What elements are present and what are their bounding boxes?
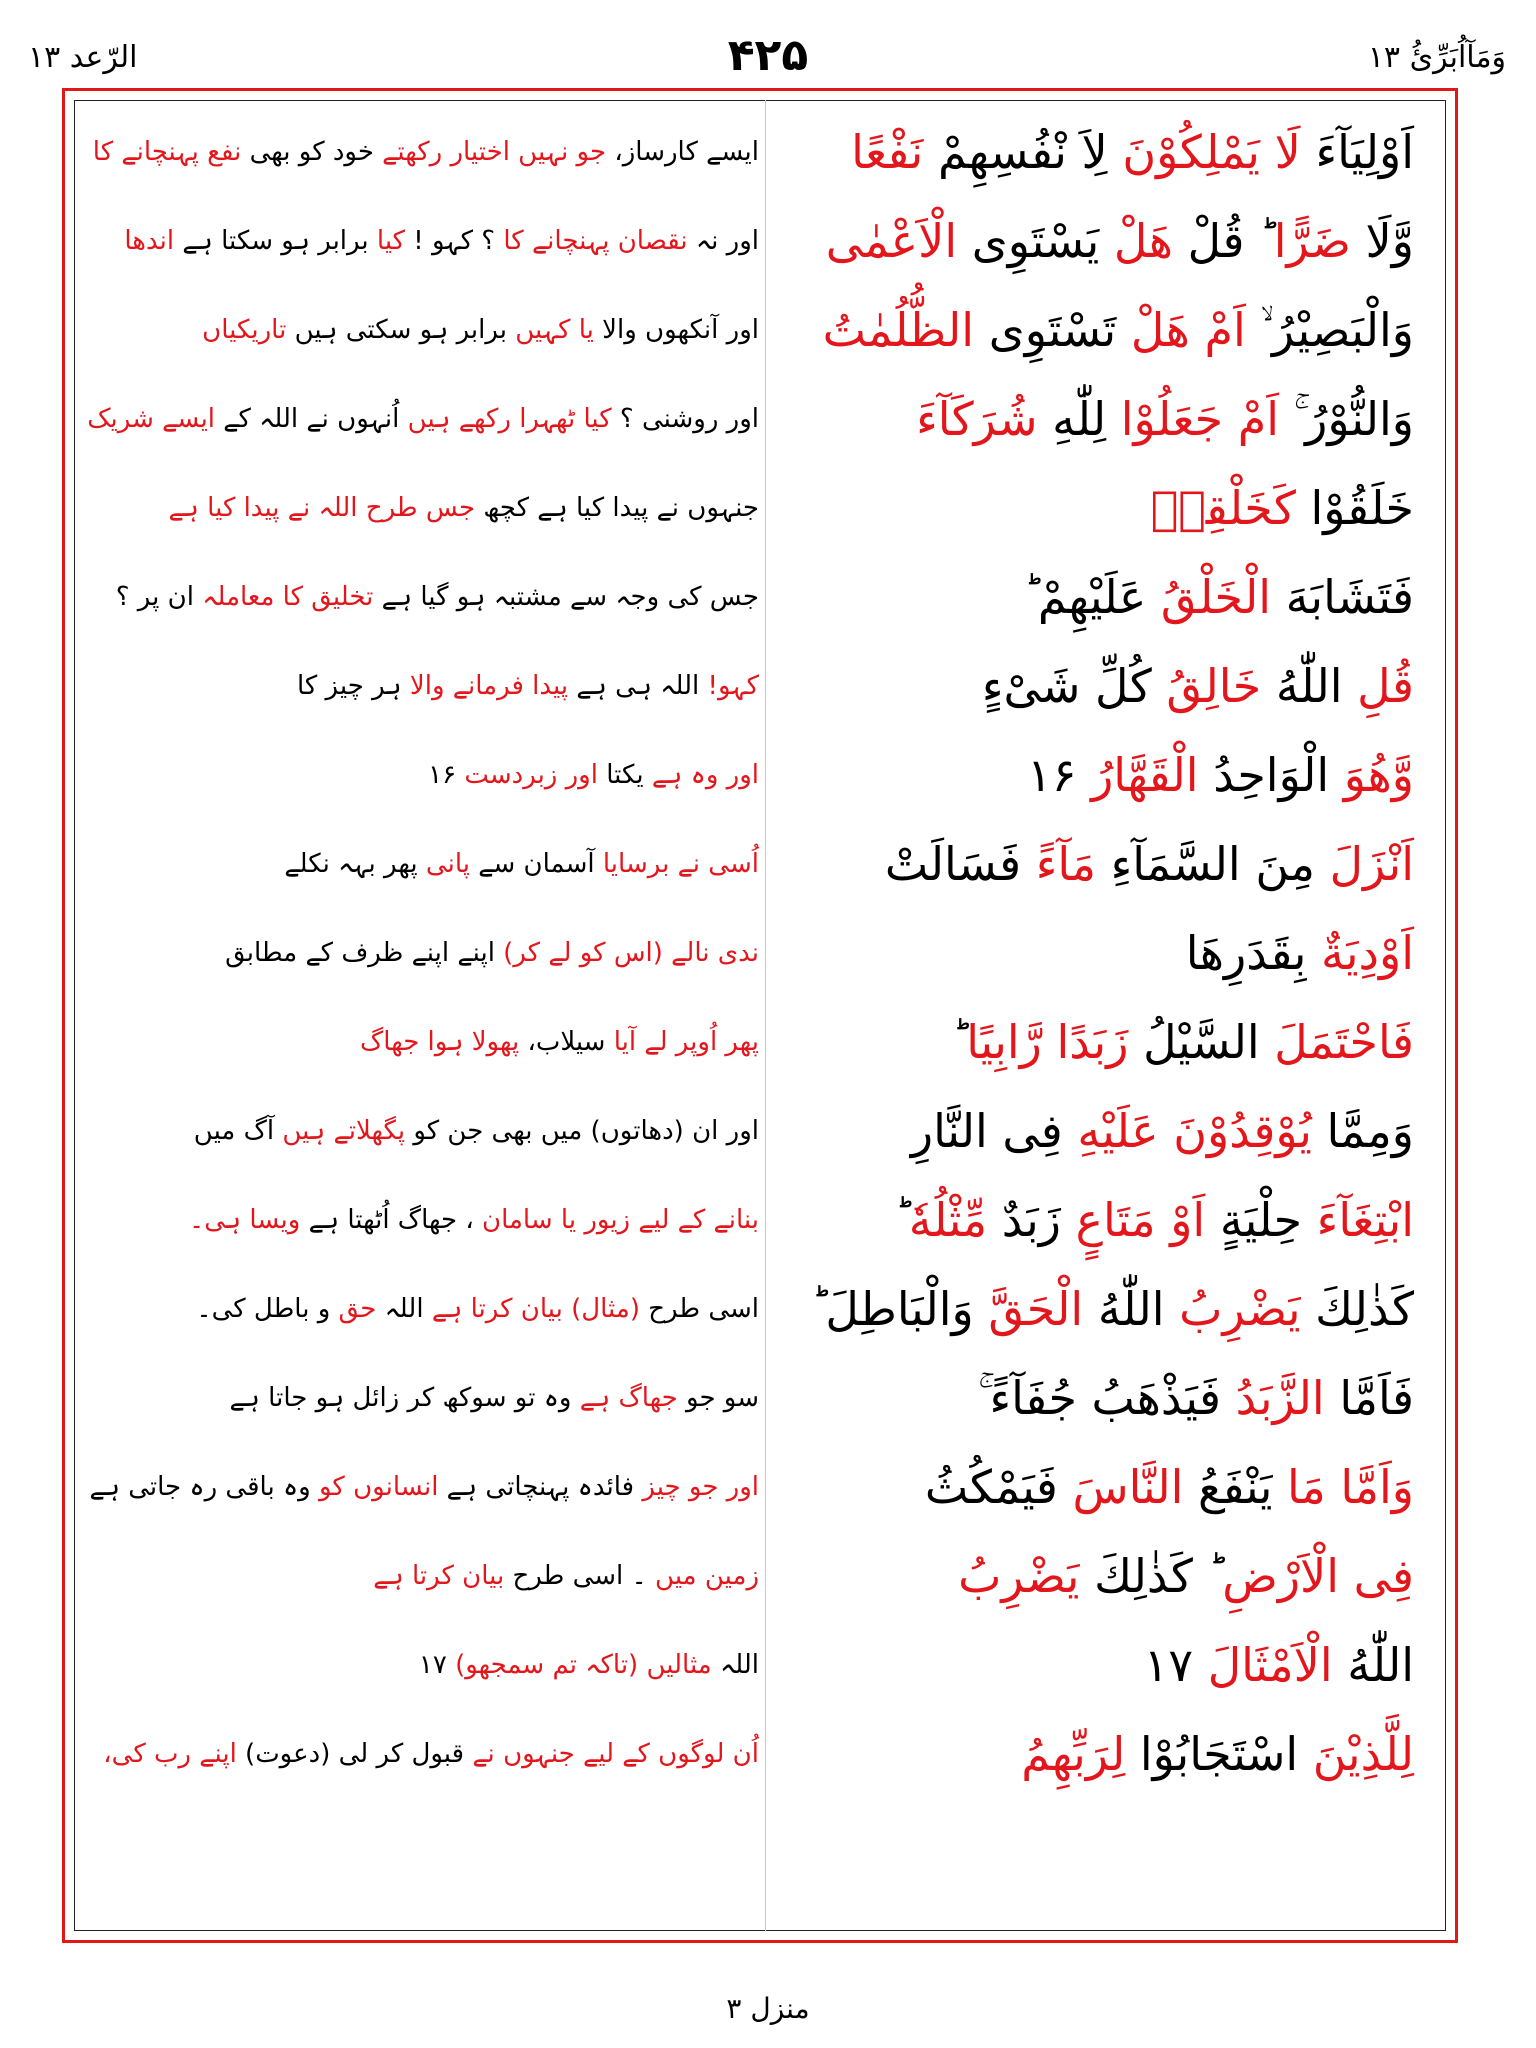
arabic-segment: يَضْرِبُ: [958, 1549, 1080, 1603]
verse-row: [74, 731, 1446, 820]
verse-row: [74, 909, 1446, 998]
verse-row: [74, 998, 1446, 1087]
arabic-segment: نَفْعًا: [851, 125, 924, 179]
urdu-segment: (مثال) بیان کرتا ہے: [423, 1294, 640, 1324]
urdu-segment: مثالیں (تاکہ تم سمجھو): [455, 1650, 712, 1680]
verse-row: [74, 1176, 1446, 1265]
arabic-segment: ابْتِغَآءَ: [1302, 1193, 1414, 1247]
arabic-segment: فَاَمَّا: [1324, 1371, 1414, 1425]
verse-row: [74, 553, 1446, 642]
arabic-segment: اللّٰهُ: [1083, 1282, 1165, 1336]
verse-row: [74, 1532, 1446, 1621]
arabic-segment: الْوَاحِدُ: [1198, 748, 1330, 802]
verse-row: [74, 286, 1446, 375]
verse-row: [74, 1265, 1446, 1354]
urdu-segment: جس طرح اللہ نے پیدا کیا ہے: [168, 493, 476, 523]
urdu-segment: کیا ٹھہرا رکھے ہیں: [407, 404, 612, 434]
arabic-segment: تَسْتَوِى: [974, 303, 1117, 357]
arabic-line: [779, 820, 1414, 909]
arabic-segment: اَمْ هَلْ: [1116, 303, 1246, 357]
arabic-line: [779, 1532, 1414, 1621]
verse-row: [74, 1621, 1446, 1710]
arabic-segment: اَوْ مَتَاعٍ: [1060, 1193, 1206, 1247]
urdu-translation-line: [104, 1087, 759, 1176]
arabic-segment: اسْتَجَابُوْا: [1125, 1727, 1299, 1781]
arabic-segment: يَسْتَوِى: [957, 214, 1100, 268]
arabic-line: [779, 1176, 1414, 1265]
arabic-segment: الْاَمْثَالَ: [1207, 1638, 1333, 1692]
verse-row: [74, 820, 1446, 909]
urdu-segment: اُن لوگوں کے لیے جنہوں نے: [464, 1739, 759, 1769]
arabic-line: [779, 464, 1414, 553]
verse-row: [74, 1087, 1446, 1176]
urdu-segment: اور زبردست: [464, 760, 607, 790]
urdu-translation-line: [92, 108, 759, 197]
arabic-line: [779, 731, 1414, 820]
arabic-line: [779, 909, 1414, 998]
arabic-line: [779, 1621, 1414, 1710]
urdu-segment: اور وہ ہے: [643, 760, 759, 790]
urdu-segment: پھولا ہوا جھاگ: [360, 1027, 520, 1057]
urdu-segment: اپنے اپنے ظرف کے مطابق: [225, 938, 495, 968]
urdu-segment: اندھا: [124, 226, 175, 256]
urdu-translation-line: [87, 375, 759, 464]
arabic-line: [779, 1443, 1414, 1532]
arabic-line: [779, 1354, 1414, 1443]
arabic-segment: ؕ كَذٰلِكَ: [1079, 1549, 1223, 1603]
arabic-line: [779, 286, 1414, 375]
arabic-segment: فِى النَّارِ: [910, 1104, 1063, 1158]
arabic-segment: لَا يَمْلِكُوْنَ: [1107, 125, 1301, 179]
arabic-segment: الْاَعْمٰى: [825, 214, 958, 268]
verse-row: [74, 197, 1446, 286]
arabic-segment: اَمْ جَعَلُوْا: [1106, 392, 1279, 446]
arabic-line: [779, 1265, 1414, 1354]
header-juz-name: وَمَآاُبَرِّئُ ۱۳: [1367, 40, 1506, 75]
urdu-translation-line: [104, 642, 759, 731]
urdu-segment: ایسے شریک: [87, 404, 216, 434]
urdu-translation-line: [104, 909, 759, 998]
arabic-segment: يُوْقِدُوْنَ عَلَيْهِ: [1062, 1104, 1312, 1158]
urdu-segment: انسانوں کو: [319, 1472, 439, 1502]
urdu-translation-line: [89, 1443, 759, 1532]
arabic-segment: فَيَمْكُثُ: [924, 1460, 1058, 1514]
arabic-line: [779, 197, 1414, 286]
urdu-segment: اور نہ: [687, 226, 759, 256]
arabic-segment: زَبَدًا رَّابِيًا: [966, 1015, 1129, 1069]
urdu-segment: یکتا: [606, 760, 644, 790]
arabic-segment: ؕ: [894, 1193, 909, 1247]
urdu-translation-line: [104, 464, 759, 553]
urdu-segment: بیان کرتا ہے: [373, 1561, 505, 1591]
urdu-segment: ۱۷: [418, 1650, 456, 1680]
verse-row: [74, 375, 1446, 464]
urdu-segment: ہر چیز کا: [296, 671, 410, 701]
urdu-segment: وہ تو سوکھ کر زائل ہو جاتا ہے: [229, 1383, 580, 1413]
urdu-translation-line: [104, 998, 759, 1087]
arabic-segment: الْخَلْقُ: [1146, 570, 1271, 624]
arabic-segment: السَّيْلُ: [1128, 1015, 1260, 1069]
arabic-segment: اَنْزَلَ: [1314, 837, 1414, 891]
urdu-segment: اللہ: [376, 1294, 424, 1324]
urdu-translation-line: [104, 1710, 759, 1799]
arabic-segment: بِقَدَرِهَا: [1185, 926, 1307, 980]
arabic-segment: الزَّبَدُ: [1220, 1371, 1325, 1425]
arabic-segment: الْقَهَّارُ: [1091, 748, 1199, 802]
header-surah-name: الرّعد ۱۳: [28, 40, 138, 75]
urdu-segment: ، جھاگ اُٹھتا ہے: [300, 1205, 474, 1235]
verse-row: [74, 1354, 1446, 1443]
arabic-segment: حِلْيَةٍ: [1205, 1193, 1303, 1247]
arabic-segment: ضَرًّا: [1273, 214, 1351, 268]
urdu-segment: اُسی نے برسایا: [594, 849, 759, 879]
arabic-segment: وَمِمَّا: [1311, 1104, 1414, 1158]
arabic-segment: مِنَ السَّمَآءِ: [1096, 837, 1315, 891]
urdu-segment: اور روشنی ؟: [611, 404, 759, 434]
arabic-segment: لِاَ نْفُسِهِمْ: [923, 125, 1108, 179]
urdu-translation-line: [104, 1176, 759, 1265]
arabic-line: [779, 108, 1414, 197]
urdu-segment: خود کو بھی: [241, 137, 374, 167]
verse-row: [74, 642, 1446, 731]
urdu-segment: تخلیق کا معاملہ: [202, 582, 374, 612]
urdu-translation-line: [104, 1532, 759, 1621]
urdu-segment: سو جو: [677, 1383, 759, 1413]
urdu-segment: پھر بہہ نکلے: [284, 849, 426, 879]
urdu-segment: کہو!: [699, 671, 759, 701]
arabic-segment: النَّاسَ: [1057, 1460, 1184, 1514]
arabic-segment: وَالْبَصِيْرُ ۙ: [1245, 303, 1414, 357]
arabic-segment: يَنْفَعُ: [1183, 1460, 1273, 1514]
arabic-line: [779, 1710, 1414, 1799]
arabic-segment: شُرَكَآءَ: [916, 392, 1038, 446]
verse-row: [74, 1443, 1446, 1532]
urdu-segment: نقصان پہنچانے کا: [503, 226, 688, 256]
page-number: ۴۲۵: [727, 30, 809, 81]
urdu-segment: نفع پہنچانے کا: [92, 137, 242, 167]
urdu-translation-line: [104, 553, 759, 642]
arabic-segment: ۱۶: [1027, 748, 1092, 802]
urdu-segment: اسی طرح: [639, 1294, 759, 1324]
urdu-segment: آگ میں: [193, 1116, 283, 1146]
urdu-segment: جنہوں نے پیدا کیا ہے کچھ: [475, 493, 759, 523]
arabic-segment: ؕ: [951, 1015, 967, 1069]
urdu-segment: اللہ ہی ہے: [568, 671, 700, 701]
urdu-segment: اور آنکھوں والا: [593, 315, 759, 345]
arabic-segment: اَوْدِيَةٌ: [1306, 926, 1414, 980]
arabic-segment: لِلَّذِيْنَ: [1298, 1727, 1414, 1781]
urdu-segment: تاریکیاں: [202, 315, 287, 345]
urdu-translation-line: [104, 820, 759, 909]
arabic-segment: مَآءً: [1021, 837, 1096, 891]
arabic-segment: فَيَذْهَبُ جُفَآءً ۚ: [978, 1371, 1221, 1425]
arabic-segment: ۱۷: [1143, 1638, 1208, 1692]
urdu-segment: حق: [338, 1294, 377, 1324]
arabic-segment: وَالنُّوْرُ ۚ: [1279, 392, 1414, 446]
arabic-segment: اللّٰهُ: [1332, 1638, 1414, 1692]
urdu-segment: ان پر ؟: [115, 582, 203, 612]
urdu-translation-line: [104, 1354, 759, 1443]
urdu-segment: ۔ اسی طرح: [504, 1561, 647, 1591]
urdu-segment: بنانے کے لیے زیور: [576, 1205, 759, 1235]
urdu-segment: سیلاب،: [519, 1027, 606, 1057]
arabic-segment: قُلِ: [1342, 659, 1414, 713]
arabic-segment: هَلْ: [1099, 214, 1173, 268]
arabic-segment: اَوْلِيَآءَ: [1300, 125, 1414, 179]
arabic-segment: ؕ قُلْ: [1172, 214, 1274, 268]
urdu-segment: اُنہوں نے اللہ کے: [215, 404, 408, 434]
arabic-segment: وَّلَا: [1350, 214, 1414, 268]
urdu-segment: پیدا فرمانے والا: [409, 671, 569, 701]
verse-row: [74, 464, 1446, 553]
verse-row: [74, 108, 1446, 197]
arabic-segment: خَالِقُ: [1151, 659, 1262, 713]
urdu-translation-line: [104, 1265, 759, 1354]
arabic-segment: كُلِّ شَىْءٍ: [981, 659, 1152, 713]
urdu-segment: فائدہ پہنچاتی ہے: [438, 1472, 635, 1502]
urdu-segment: کیا: [376, 226, 406, 256]
urdu-segment: پانی: [425, 849, 470, 879]
urdu-segment: اللہ: [711, 1650, 759, 1680]
arabic-segment: فِى الْاَرْضِ: [1222, 1549, 1414, 1603]
verse-row: [74, 1710, 1446, 1799]
arabic-line: [779, 375, 1414, 464]
arabic-segment: لِرَبِّهِمُ: [1021, 1727, 1126, 1781]
arabic-segment: خَلَقُوْا: [1295, 481, 1414, 535]
urdu-segment: قبول کر لی (دعوت): [236, 1739, 465, 1769]
arabic-segment: كَذٰلِكَ: [1300, 1282, 1414, 1336]
urdu-translation-line: [104, 731, 759, 820]
urdu-segment: ؟ کہو !: [405, 226, 504, 256]
urdu-segment: یا سامان: [473, 1205, 577, 1235]
urdu-segment: جس کی وجہ سے مشتبہ ہو گیا ہے: [373, 582, 759, 612]
arabic-line: [779, 1087, 1414, 1176]
urdu-translation-line: [104, 197, 759, 286]
arabic-line: [779, 642, 1414, 731]
verse-rows: [74, 108, 1446, 1799]
arabic-segment: زَبَدٌ: [987, 1193, 1061, 1247]
urdu-segment: ۱۶: [428, 760, 465, 790]
arabic-segment: يَضْرِبُ: [1164, 1282, 1301, 1336]
urdu-segment: برابر ہو سکتا ہے: [174, 226, 377, 256]
arabic-segment: وَالْبَاطِلَ ؕ: [810, 1282, 974, 1336]
urdu-segment: ندی نالے (اس کو لے کر): [494, 938, 759, 968]
arabic-segment: وَّهُوَ: [1329, 748, 1414, 802]
arabic-segment: عَلَيْهِمْ ؕ: [1023, 570, 1147, 624]
urdu-segment: پگھلاتے ہیں: [282, 1116, 406, 1146]
arabic-segment: لِلّٰهِ: [1037, 392, 1107, 446]
urdu-segment: اپنے رب کی،: [103, 1739, 237, 1769]
urdu-segment: ویسا ہی۔: [189, 1205, 301, 1235]
urdu-segment: وہ باقی رہ جاتی ہے: [89, 1472, 319, 1502]
urdu-segment: جو نہیں اختیار رکھتے: [373, 137, 607, 167]
urdu-segment: پھر اُوپر لے آیا: [605, 1027, 759, 1057]
arabic-segment: الظُّلُمٰتُ: [822, 303, 975, 357]
arabic-line: [779, 998, 1414, 1087]
arabic-segment: فَسَالَتْ: [884, 837, 1022, 891]
urdu-segment: اور جو چیز: [634, 1472, 759, 1502]
arabic-segment: وَاَمَّا مَا: [1272, 1460, 1414, 1514]
arabic-line: [779, 553, 1414, 642]
arabic-segment: فَتَشَابَهَ: [1270, 570, 1414, 624]
urdu-segment: زمین میں: [646, 1561, 759, 1591]
urdu-segment: جھاگ ہے: [579, 1383, 678, 1413]
urdu-segment: ایسے کارساز،: [606, 137, 759, 167]
arabic-segment: فَاحْتَمَلَ: [1259, 1015, 1414, 1069]
urdu-segment: و باطل کی۔: [196, 1294, 339, 1324]
urdu-translation-line: [104, 1621, 759, 1710]
arabic-segment: كَخَلْقِهٖ: [1150, 481, 1296, 535]
arabic-segment: مِّثْلُهٗ: [908, 1193, 988, 1247]
urdu-segment: اور ان (دھاتوں) میں بھی جن کو: [405, 1116, 759, 1146]
urdu-segment: آسمان سے: [469, 849, 595, 879]
arabic-segment: الْحَقَّ: [973, 1282, 1084, 1336]
urdu-translation-line: [104, 286, 759, 375]
urdu-segment: یا کہیں: [515, 315, 594, 345]
arabic-segment: اللّٰهُ: [1261, 659, 1343, 713]
urdu-segment: برابر ہو سکتی ہیں: [286, 315, 516, 345]
footer-manzil: منزل ۳: [726, 1992, 810, 2025]
